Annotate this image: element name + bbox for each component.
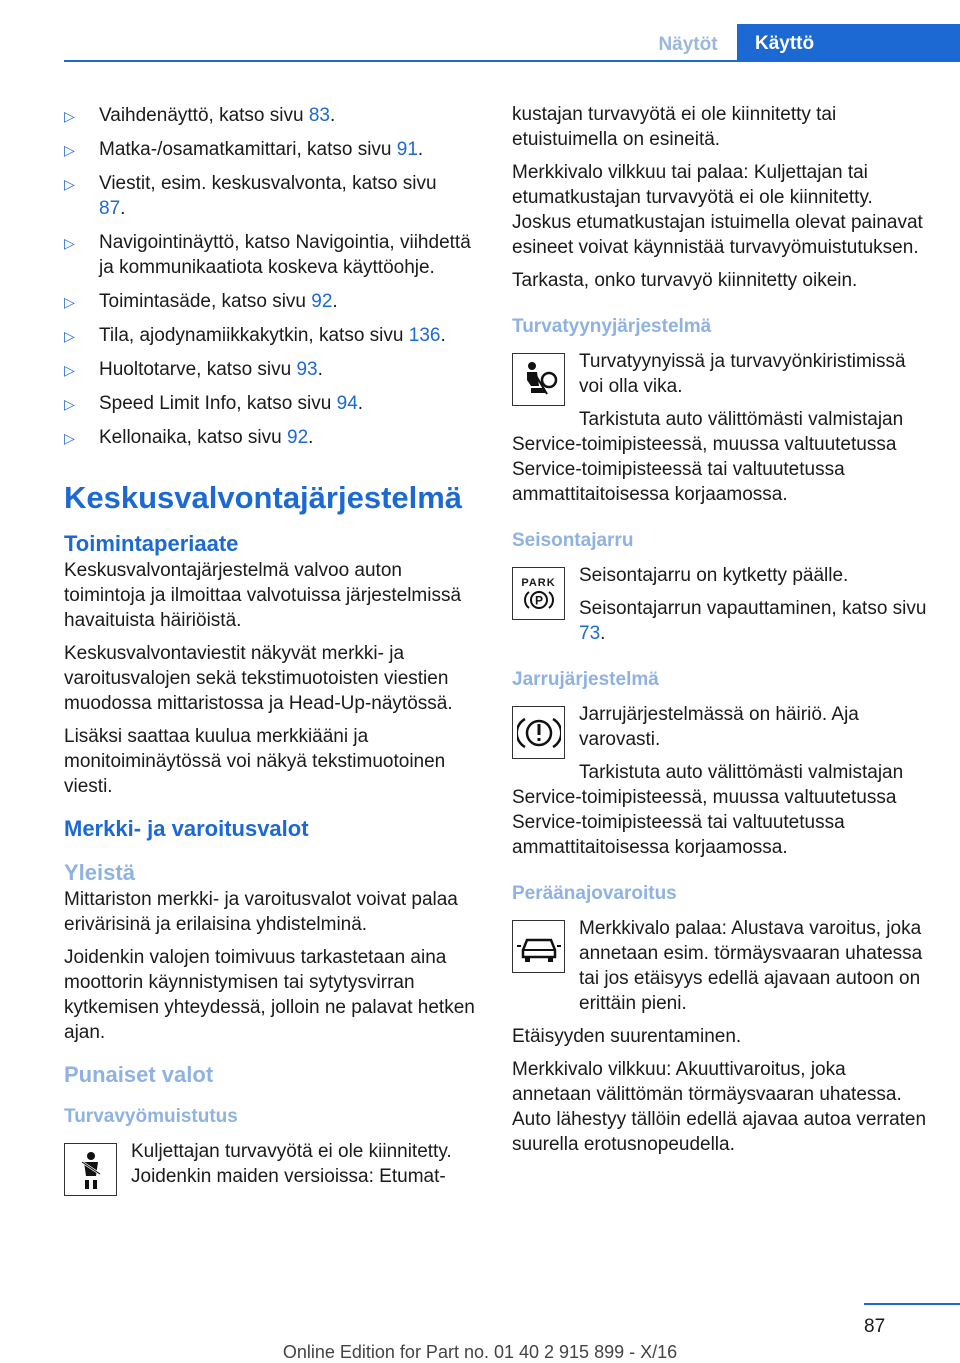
list-item: ▷ Navigointinäyttö, katso Navigointia, viihdettä ja kommunikaatiota koskeva käyttöohje. bbox=[64, 232, 471, 278]
seatbelt-text: Kuljettajan turvavyötä ei ole kiinnitetty. Joidenkin maiden versioissa: Etumat- bbox=[131, 1141, 452, 1187]
left-column bbox=[64, 102, 480, 1189]
collision-paragraph-3: Merkkivalo vilkkuu: Akuuttivaroitus, joka annetaan välittömän törmäysvaaran uhatessa. Auto lähestyy tällöin edellä ajavaa autoa verraten suurella erotusnopeudella. bbox=[512, 1059, 927, 1155]
airbag-heading: Turvatyynyjärjestelmä bbox=[512, 316, 712, 337]
list-item: ▷ Viestit, esim. keskusvalvonta, katso sivu 87. bbox=[64, 173, 437, 219]
list-item: ▷ Huoltotarve, katso sivu 93. bbox=[64, 356, 480, 382]
page-link[interactable]: 87 bbox=[99, 198, 121, 219]
right-column bbox=[512, 102, 928, 1165]
page-rule bbox=[864, 1303, 960, 1305]
principle-paragraph-1: Keskusvalvontajärjestelmä valvoo auton toimintoja ja ilmoittaa valvotuissa järjestelmissä havaituista häiriöistä. bbox=[64, 560, 462, 631]
edition-footer: Online Edition for Part no. 01 40 2 915 899 - X/16 bbox=[282, 1342, 678, 1362]
collision-paragraph-2: Etäisyyden suurentaminen. bbox=[512, 1026, 742, 1047]
triangle-bullet-icon: ▷ bbox=[64, 396, 75, 412]
page-link[interactable]: 92 bbox=[311, 291, 333, 312]
list-item: ▷ Toimintasäde, katso sivu 92. bbox=[64, 288, 480, 314]
parking-brake-text: Seisontajarru on kytketty päälle. bbox=[579, 565, 849, 586]
collision-warning bbox=[512, 916, 928, 1016]
airbag-service: Tarkistuta auto välittömästi valmistajan Service-toimipisteessä, muussa valtuutetussa Service-toimipisteessä tai valtuutetussa ammattitaitoisessa korjaamossa. bbox=[512, 409, 904, 505]
triangle-bullet-icon: ▷ bbox=[64, 328, 75, 344]
list-item: ▷ Speed Limit Info, katso sivu 94. bbox=[64, 390, 480, 416]
svg-text:P: P bbox=[534, 593, 543, 607]
page-link[interactable]: 92 bbox=[287, 427, 309, 448]
parking-brake-heading: Seisontajarru bbox=[512, 530, 634, 551]
airbag-warning bbox=[512, 349, 928, 399]
triangle-bullet-icon: ▷ bbox=[64, 235, 75, 251]
principle-paragraph-3: Lisäksi saattaa kuulua merkkiääni ja monitoiminäytössä voi näkyä tekstimuotoinen viesti. bbox=[64, 726, 446, 797]
seatbelt-check: Tarkasta, onko turvavyö kiinnitetty oikein. bbox=[512, 270, 858, 291]
parking-brake-icon bbox=[512, 567, 565, 620]
collision-text: Merkkivalo palaa: Alustava varoitus, joka annetaan esim. törmäysvaaran uhatessa tai jos etäisyys edellä ajavaan autoon on erittäin pieni. bbox=[579, 918, 923, 1014]
header-rule bbox=[64, 60, 960, 62]
triangle-bullet-icon: ▷ bbox=[64, 362, 75, 378]
principle-heading: Toimintaperiaate bbox=[64, 531, 239, 556]
brake-system-text: Jarrujärjestelmässä on häiriö. Aja varovasti. bbox=[579, 704, 859, 750]
seatbelt-warning bbox=[64, 1139, 480, 1189]
tab-naytot[interactable]: Näytöt bbox=[658, 34, 718, 55]
tab-kaytto[interactable]: Käyttö bbox=[737, 24, 960, 62]
seatbelt-blink: Merkkivalo vilkkuu tai palaa: Kuljettajan tai etumatkustajan turvavyötä ei ole kiinnitetty. Joskus etumatkustajan istuimella olevat painavat esineet voivat käynnistää turvavyömuistutuksen. bbox=[512, 162, 923, 258]
section-title: Keskusvalvontajärjestelmä bbox=[64, 480, 463, 515]
car-collision-icon bbox=[512, 920, 565, 973]
seatbelt-continued: kustajan turvavyötä ei ole kiinnitetty tai etuistuimella on esineitä. bbox=[512, 104, 837, 150]
parking-brake-release: Seisontajarrun vapauttaminen, katso sivu bbox=[579, 598, 927, 619]
park-label: PARK bbox=[521, 576, 556, 589]
page-link[interactable]: 83 bbox=[308, 105, 330, 126]
general-heading: Yleistä bbox=[64, 860, 135, 885]
brake-system-service: Tarkistuta auto välittömästi valmistajan Service-toimipisteessä, muussa valtuutetussa Service-toimipisteessä tai valtuutetussa ammattitaitoisessa korjaamossa. bbox=[512, 762, 904, 858]
seatbelt-heading: Turvavyömuistutus bbox=[64, 1106, 238, 1127]
airbag-text: Turvatyynyissä ja turvavyönkiristimissä voi olla vika. bbox=[579, 351, 906, 397]
page-link[interactable]: 93 bbox=[296, 359, 318, 380]
page-link[interactable]: 91 bbox=[396, 139, 418, 160]
page-link[interactable]: 136 bbox=[408, 325, 441, 346]
list-item: ▷ Tila, ajodynamiikkakytkin, katso sivu 136. bbox=[64, 322, 480, 348]
triangle-bullet-icon: ▷ bbox=[64, 142, 75, 158]
triangle-bullet-icon: ▷ bbox=[64, 430, 75, 446]
list-item: ▷ Vaihdenäyttö, katso sivu 83. bbox=[64, 102, 480, 128]
brake-system-heading: Jarrujärjestelmä bbox=[512, 669, 659, 690]
page-link[interactable]: 73 bbox=[579, 623, 601, 644]
seatbelt-icon bbox=[64, 1143, 117, 1196]
brake-warning-icon bbox=[512, 706, 565, 759]
page-number: 87 bbox=[864, 1316, 886, 1337]
bullet-list bbox=[64, 102, 480, 450]
triangle-bullet-icon: ▷ bbox=[64, 294, 75, 310]
lights-heading: Merkki- ja varoitusvalot bbox=[64, 816, 309, 841]
red-lights-heading: Punaiset valot bbox=[64, 1062, 214, 1087]
list-item: ▷ Kellonaika, katso sivu 92. bbox=[64, 424, 480, 450]
list-item: ▷ Matka-/osamatkamittari, katso sivu 91. bbox=[64, 136, 480, 162]
parking-brake-warning: PARK P Seisontajarru on kytketty päälle. Seisontajarrun vapauttaminen, katso sivu 73. bbox=[512, 563, 928, 646]
triangle-bullet-icon: ▷ bbox=[64, 176, 75, 192]
airbag-icon bbox=[512, 353, 565, 406]
general-paragraph-2: Joidenkin valojen toimivuus tarkastetaan aina moottorin käynnistymisen tai sytytysvirran kytkemisen yhteydessä, jolloin ne palavat hetken ajan. bbox=[64, 947, 475, 1043]
brake-system-warning bbox=[512, 702, 928, 752]
collision-warning-heading: Peräänajovaroitus bbox=[512, 883, 677, 904]
general-paragraph-1: Mittariston merkki- ja varoitusvalot voivat palaa erivärisinä ja erilaisina yhdistelminä. bbox=[64, 889, 458, 935]
triangle-bullet-icon: ▷ bbox=[64, 108, 75, 124]
principle-paragraph-2: Keskusvalvontaviestit näkyvät merkki- ja varoitusvalojen sekä tekstimuotoisten viestien muodossa mittaristossa ja Head-Up-näytössä. bbox=[64, 643, 453, 714]
page-link[interactable]: 94 bbox=[336, 393, 358, 414]
